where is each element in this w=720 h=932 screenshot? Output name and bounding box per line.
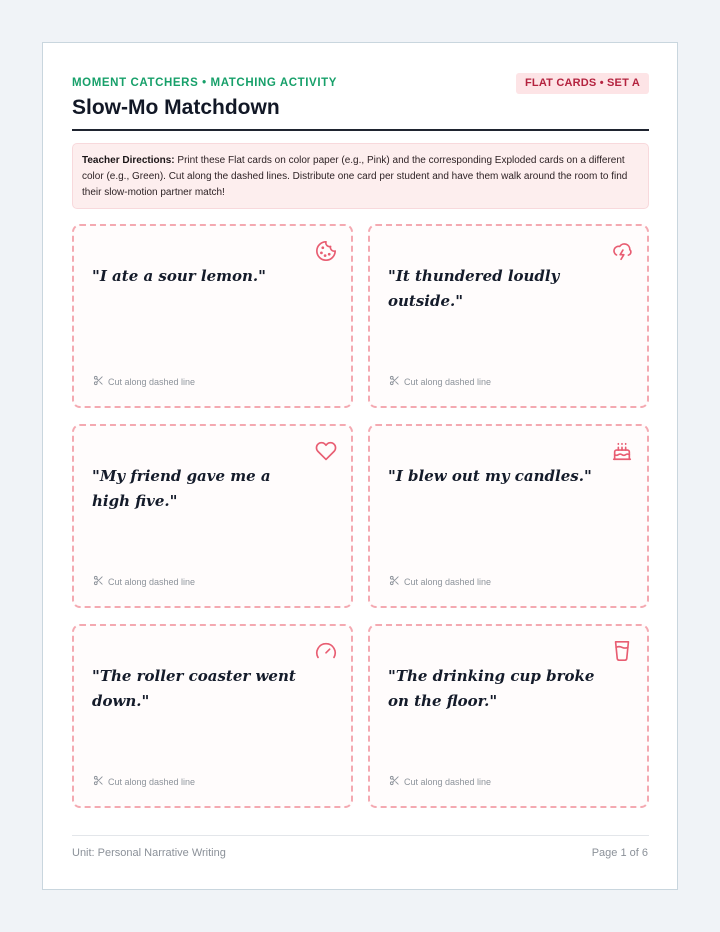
cup-icon bbox=[611, 640, 633, 662]
activity-eyebrow: MOMENT CATCHERS • MATCHING ACTIVITY bbox=[72, 77, 338, 89]
birthday-cake-icon bbox=[611, 440, 633, 462]
cut-instruction bbox=[93, 375, 195, 388]
cut-instruction bbox=[389, 775, 491, 788]
cut-label: Cut along dashed line bbox=[108, 376, 196, 387]
card-quote: "The drinking cup broke on the floor." bbox=[388, 667, 595, 710]
flat-card[interactable] bbox=[72, 624, 353, 808]
card-quote: "I ate a sour lemon." bbox=[92, 267, 266, 285]
cut-label: Cut along dashed line bbox=[404, 776, 492, 787]
teacher-directions bbox=[72, 143, 649, 209]
scissors-icon bbox=[93, 375, 104, 388]
unit-label: Unit: Personal Narrative Writing bbox=[72, 847, 226, 859]
card-quote: "It thundered loudly outside." bbox=[388, 267, 560, 310]
card-quote: "The roller coaster went down." bbox=[92, 667, 296, 710]
footer-divider bbox=[72, 835, 649, 836]
cut-instruction bbox=[389, 375, 491, 388]
scissors-icon bbox=[389, 775, 400, 788]
page-number: Page 1 of 6 bbox=[591, 847, 648, 859]
gauge-icon bbox=[315, 640, 337, 662]
cut-instruction bbox=[93, 775, 195, 788]
cut-label: Cut along dashed line bbox=[108, 576, 196, 587]
set-badge: FLAT CARDS • SET A bbox=[516, 73, 649, 94]
flat-card[interactable] bbox=[72, 424, 353, 608]
cut-instruction bbox=[389, 575, 491, 588]
scissors-icon bbox=[389, 575, 400, 588]
storm-cloud-icon bbox=[611, 240, 633, 262]
flat-card[interactable] bbox=[368, 624, 649, 808]
directions-text: Print these Flat cards on color paper (e.g., Pink) and the corresponding Exploded cards on a different color (e.g., Green). Cut along the dashed lines. Distribute one card per student and have them walk around the room to find their slow-motion partner match! bbox=[82, 155, 628, 198]
cut-label: Cut along dashed line bbox=[404, 376, 492, 387]
card-quote: "My friend gave me a high five." bbox=[92, 467, 271, 510]
scissors-icon bbox=[93, 575, 104, 588]
flat-card[interactable] bbox=[368, 224, 649, 408]
cut-instruction bbox=[93, 575, 195, 588]
title-divider bbox=[72, 129, 649, 131]
heart-icon bbox=[315, 440, 337, 462]
cut-label: Cut along dashed line bbox=[108, 776, 196, 787]
scissors-icon bbox=[389, 375, 400, 388]
page-title: Slow-Mo Matchdown bbox=[72, 96, 280, 119]
card-quote: "I blew out my candles." bbox=[388, 467, 592, 485]
scissors-icon bbox=[93, 775, 104, 788]
worksheet-page bbox=[42, 42, 678, 890]
flat-card[interactable] bbox=[72, 224, 353, 408]
directions-label: Teacher Directions: bbox=[82, 155, 175, 166]
flat-card[interactable] bbox=[368, 424, 649, 608]
cut-label: Cut along dashed line bbox=[404, 576, 492, 587]
cookie-icon bbox=[315, 240, 337, 262]
